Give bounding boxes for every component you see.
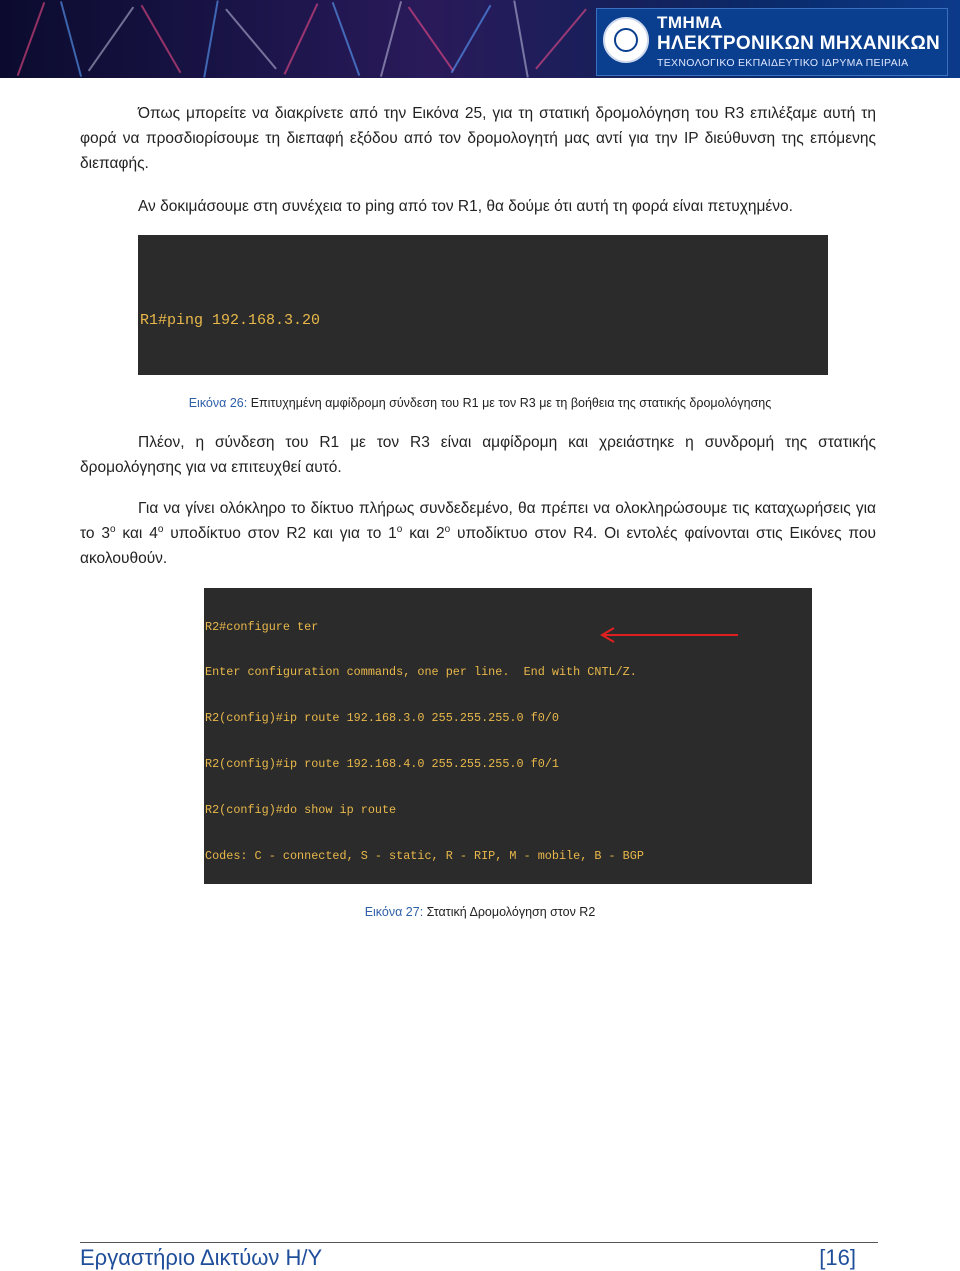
- department-logo: [596, 8, 948, 76]
- header-banner: [0, 0, 960, 78]
- paragraph-2-text: Αν δοκιμάσουμε στη συνέχεια το ping από τον R1, θα δούμε ότι αυτή τη φορά είναι πετυχημένο.: [138, 198, 793, 215]
- terminal-line: R1#ping 192.168.3.20: [140, 312, 321, 329]
- paragraph-4-text: και 4: [115, 525, 158, 542]
- paragraph-4-text: υποδίκτυο στον R2 και για το 1: [163, 525, 397, 542]
- paragraph-4-text: και 2: [402, 525, 445, 542]
- caption-text: Επιτυχημένη αμφίδρομη σύνδεση του R1 με τον R3 με τη βοήθεια της στατικής δρομολόγησης: [247, 396, 772, 410]
- figure-caption-26: [0, 396, 960, 410]
- ordinal-superscript: ο: [396, 523, 403, 535]
- footer-divider: [80, 1242, 878, 1243]
- institution-emblem-icon: [603, 17, 649, 63]
- paragraph-2: [80, 194, 876, 219]
- figure-caption-27: [0, 905, 960, 919]
- terminal-line: Enter configuration commands, one per line. End with CNTL/Z.: [205, 665, 637, 680]
- logo-line1: ΤΜΗΜΑ: [657, 13, 723, 32]
- ordinal-superscript: ο: [109, 523, 116, 535]
- paragraph-3-text: Πλέον, η σύνδεση του R1 με τον R3 είναι αμφίδρομη και χρειάστηκε η συνδρομή της στατικής δρομολόγησης για να επιτευχθεί αυτό.: [80, 434, 876, 476]
- paragraph-1: [80, 101, 876, 176]
- terminal-line: Codes: C - connected, S - static, R - RIP, M - mobile, B - BGP: [205, 849, 644, 864]
- caption-number: Εικόνα 26:: [188, 396, 248, 410]
- logo-line3: ΤΕΧΝΟΛΟΓΙΚΟ ΕΚΠΑΙΔΕΥΤΙΚΟ ΙΔΡΥΜΑ ΠΕΙΡΑΙΑ: [657, 57, 909, 69]
- terminal-screenshot-ping: [138, 235, 828, 375]
- paragraph-4: [80, 496, 876, 571]
- page-number: [16]: [819, 1245, 856, 1270]
- ordinal-superscript: ο: [157, 523, 164, 535]
- terminal-line: R2(config)#ip route 192.168.3.0 255.255.255.0 f0/0: [205, 711, 559, 726]
- caption-number: Εικόνα 27:: [364, 905, 424, 919]
- ordinal-superscript: ο: [444, 523, 451, 535]
- logo-line2: ΗΛΕΚΤΡΟΝΙΚΩΝ ΜΗΧΑΝΙΚΩΝ: [657, 33, 941, 54]
- paragraph-1-text: Όπως μπορείτε να διακρίνετε από την Εικόνα 25, για τη στατική δρομολόγηση του R3 επιλέξαμε αυτή τη φορά να προσδιορίσουμε τη διεπαφή εξόδου από τον δρομολογητή μας αντί για την IP διεύθυνση της επόμενης διεπαφής.: [80, 105, 876, 172]
- terminal-line: R2#configure ter: [205, 619, 319, 634]
- paragraph-4-text: Για να γίνει ολόκληρο το δίκτυο πλήρως συνδεδεμένο, θα πρέπει να ολοκληρώσουμε τις καταχωρήσεις για το 3: [80, 500, 876, 542]
- red-arrow-annotation-icon: [598, 627, 738, 643]
- terminal-line: [140, 368, 826, 376]
- footer-title: Εργαστήριο Δικτύων Η/Υ: [80, 1245, 323, 1270]
- terminal-line: R2(config)#do show ip route: [205, 803, 397, 818]
- paragraph-4-text: υποδίκτυο στον R4. Οι εντολές φαίνονται στις Εικόνες που ακολουθούν.: [80, 525, 876, 567]
- caption-text: Στατική Δρομολόγηση στον R2: [423, 905, 596, 919]
- terminal-line: R2(config)#ip route 192.168.4.0 255.255.255.0 f0/1: [205, 757, 559, 772]
- paragraph-3: [80, 430, 876, 480]
